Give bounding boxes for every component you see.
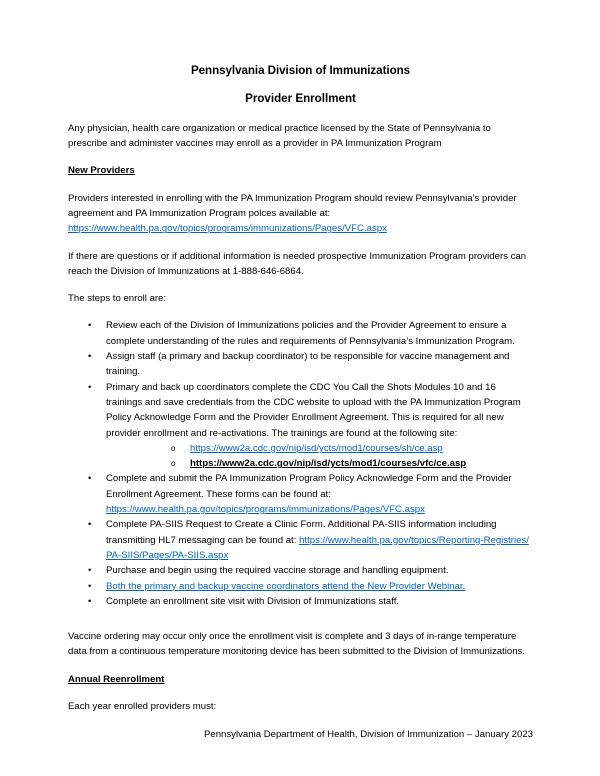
list-item-text: Complete and submit the PA Immunization Program Policy Acknowledge Form and the Provider Enrollment Agreement. These forms can be found at: (106, 473, 512, 500)
vfc-program-link-2[interactable]: https://www.health.pa.gov/topics/programs/immunizations/Pages/VFC.aspx (106, 504, 425, 516)
intro-paragraph: Any physician, health care organization or medical practice licensed by the State of Pennsylvania to prescribe and administer vaccines may enroll as a provider in PA Immunization Program (68, 122, 491, 150)
list-item (68, 563, 533, 578)
pa-siis-reporting-registries-link[interactable]: https://www.health.pa.gov/topics/Reporting-Registries/PA-SIIS/Pages/PA-SIIS.aspx (106, 534, 529, 561)
new-provider-webinar-link[interactable]: Both the primary and backup vaccine coordinators attend the New Provider Webinar. (106, 580, 466, 592)
circle-bullet-marker-icon: o (171, 459, 176, 469)
bullet-marker-icon: • (88, 519, 92, 531)
list-item (68, 318, 533, 349)
enrollment-steps-list (68, 318, 533, 609)
paragraph-spacer (68, 609, 533, 629)
document-body (68, 64, 533, 726)
list-item (106, 441, 533, 456)
section-heading-annual-reenrollment: Annual Reenrollment (68, 673, 165, 685)
new-providers-paragraph-1 (68, 191, 533, 237)
vfc-program-link-1[interactable]: https://www.health.pa.gov/topics/programs/immunizations/Pages/VFC.aspx (68, 223, 387, 235)
annual-reenrollment-lead-in: Each year enrolled providers must: (68, 701, 217, 713)
list-item (68, 471, 533, 517)
list-item-text: Review each of the Division of Immunizations policies and the Provider Agreement to ensure a complete understanding of the rules and requirements of Pennsylvania’s Immunization Program. (106, 320, 515, 347)
bullet-marker-icon: • (88, 351, 92, 363)
list-item (68, 380, 533, 472)
cdc-ycts-vfc-course-link[interactable]: https://www2a.cdc.gov/nip/isd/ycts/mod1/courses/vfc/ce.asp (190, 458, 467, 470)
steps-lead-in: The steps to enroll are: (68, 293, 167, 305)
list-item-text: Complete an enrollment site visit with Division of Immunizations staff. (106, 595, 400, 607)
list-item-text: Primary and back up coordinators complete the CDC You Call the Shots Modules 10 and 16 trainings and save credentials from the CDC website to upload with the PA Immunization Program Policy Acknowledge Form and the Provider Enrollment Agreement. This is required for all new provider enrollment and re-activations. The trainings are found at the following site: (106, 381, 521, 439)
list-item-text: Assign staff (a primary and backup coordinator) to be responsible for vaccine management and training. (106, 351, 510, 378)
bullet-marker-icon: • (88, 580, 92, 592)
vaccine-ordering-paragraph: Vaccine ordering may occur only once the enrollment visit is complete and 3 days of in-range temperature data from a continuous temperature monitoring device has been submitted to the Division of Immunizations. (68, 631, 526, 658)
section-heading-new-providers: New Providers (68, 165, 135, 177)
list-item-text: Purchase and begin using the required vaccine storage and handling equipment. (106, 565, 449, 577)
bullet-marker-icon: • (88, 565, 92, 577)
list-item (68, 517, 533, 563)
new-providers-paragraph-2: If there are questions or if additional information is needed prospective Immunization Program providers can reach the Division of Immunizations at 1-888-646-6864. (68, 250, 527, 277)
list-item (68, 594, 533, 609)
cdc-training-links-list (106, 441, 533, 472)
page-title: Pennsylvania Division of Immunizations (190, 64, 411, 77)
bullet-marker-icon: • (88, 595, 92, 607)
circle-bullet-marker-icon: o (171, 443, 176, 453)
new-providers-paragraph-1-text: Providers interested in enrolling with the PA Immunization Program should review Pennsylvania’s provider agreement and PA Immunization Program polces available at: (68, 192, 517, 219)
bullet-marker-icon: • (88, 320, 92, 332)
list-item-text: Complete PA-SIIS Request to Create a Clinic Form. Additional PA-SIIS information including transmitting HL7 messaging can be found at: (106, 519, 497, 546)
page-footer: Pennsylvania Department of Health, Division of Immunization – January 2023 (203, 729, 533, 740)
list-item (68, 579, 533, 594)
bullet-marker-icon: • (88, 473, 92, 485)
bullet-marker-icon: • (88, 381, 92, 393)
list-item (68, 349, 533, 380)
cdc-ycts-sh-course-link[interactable]: https://www2a.cdc.gov/nip/isd/ycts/mod1/courses/sh/ce.asp (190, 442, 443, 454)
page-subtitle: Provider Enrollment (245, 91, 356, 105)
list-item (106, 456, 533, 471)
